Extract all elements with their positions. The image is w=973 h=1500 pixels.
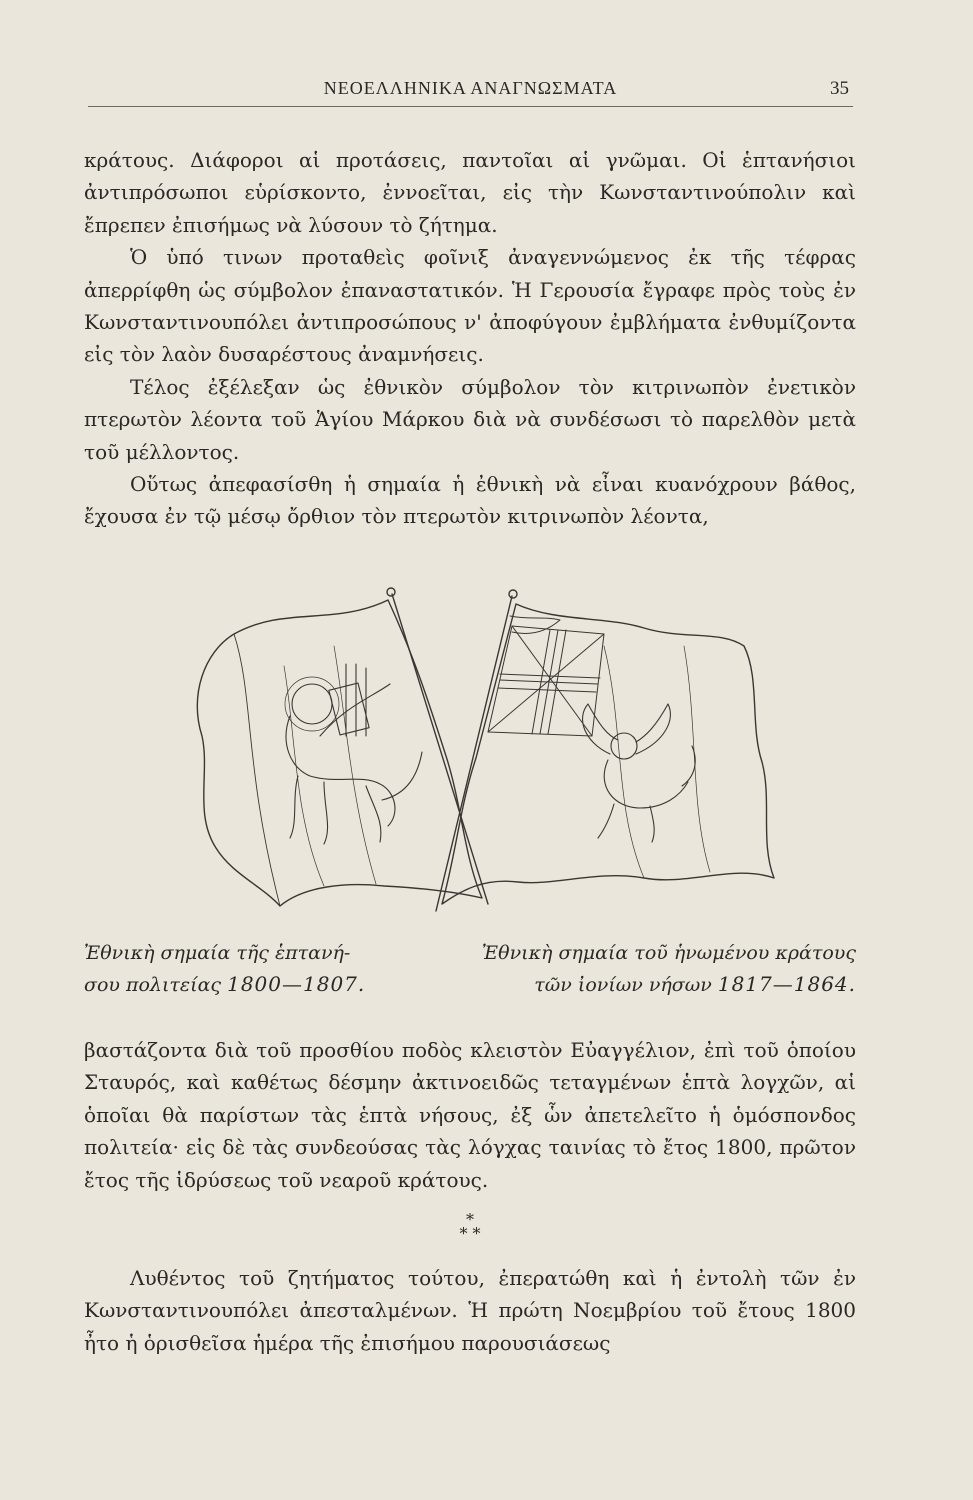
page-number: 35 [830,78,849,99]
paragraph-5: βαστάζοντα διὰ τοῦ προσθίου ποδὸς κλειστὸν Εὐαγγέλιον, ἐπὶ τοῦ ὁποίου Σταυρός, καὶ καθέτως δέσμην ἀκτινοειδῶς τεταγμένων ἑπτὰ λογχῶν, αἱ ὁποῖαι θὰ παρίστων τὰς ἑπτὰ νήσους, ἐξ ὧν ἀπετελεῖτο ἡ ὁμόσπονδος πολιτεία· εἰς δὲ τὰς συνδεούσας τὰς λόγχας ταινίας τὸ ἔτος 1800, πρῶτον ἔτος τῆς ἱδρύσεως τοῦ νεαροῦ κράτους. [84,1038,856,1192]
right-flag-staff [436,596,512,911]
paragraph-3: Τέλος ἐξέλεξαν ὡς ἐθνικὸν σύμβολον τὸν κιτρινωπὸν ἐνετικὸν πτερωτὸν λέοντα τοῦ Ἁγίου Μάρκου διὰ νὰ συνδέσωσι τὸ παρελθὸν μετὰ τοῦ μέλλοντος. [84,374,856,464]
winged-lion-left [285,664,422,844]
section-asterism [440,1210,500,1243]
paragraph-4: Οὕτως ἀπεφασίσθη ἡ σημαία ἡ ἐθνικὴ νὰ εἶναι κυανόχρουν βάθος, ἔχουσα ἐν τῷ μέσῳ ὄρθιον τὸν πτερωτὸν κιτρινωπὸν λέοντα, [84,472,856,529]
asterism-top: * [466,1210,474,1229]
caption-right-line2: τῶν ἰονίων νήσων [534,974,712,996]
running-head: ΝΕΟΕΛΛΗΝΙΚΑ ΑΝΑΓΝΩΣΜΑΤΑ [323,78,618,98]
asterism-bottom: * * [459,1224,481,1243]
body-text-top [84,144,856,533]
left-flag [197,600,482,906]
right-flag [442,604,774,904]
caption-right-years: 1817—1864. [717,972,856,996]
right-staff-finial [509,590,517,598]
crossed-flags-illustration [84,586,856,941]
winged-lion-right [583,704,696,842]
page-header [88,76,853,107]
caption-left-line2: σου πολιτείας [84,974,222,996]
paragraph-6: Λυθέντος τοῦ ζητήματος τούτου, ἐπερατώθη καὶ ἡ ἐντολὴ τῶν ἐν Κωνσταντινουπόλει ἀπεσταλμένων. Ἡ πρώτη Νοεμβρίου τοῦ ἔτους 1800 ἦτο ἡ ὁρισθεῖσα ἡμέρα τῆς ἐπισήμου παρουσιάσεως [84,1266,856,1355]
left-flag-staff [392,594,488,904]
body-text-after-figure [84,1034,856,1196]
caption-right-line1: Ἐθνικὴ σημαία τοῦ ἡνωμένου κράτους [481,942,856,964]
caption-left-line1: Ἐθνικὴ σημαία τῆς ἑπτανή- [84,942,351,964]
caption-left-years: 1800—1807. [227,972,366,996]
body-text-final [84,1262,856,1359]
flags-drawing [84,586,856,941]
caption-left [84,938,474,1001]
paragraph-1: κράτους. Διάφοροι αἱ προτάσεις, παντοῖαι αἱ γνῶμαι. Οἱ ἑπτανήσιοι ἀντιπρόσωποι εὑρίσκοντο, ἐννοεῖται, εἰς τὴν Κωνσταντινούπολιν καὶ ἔπρεπεν ἐπισήμως νὰ λύσουν τὸ ζήτημα. [84,148,856,237]
paragraph-2: Ὁ ὑπό τινων προταθεὶς φοῖνιξ ἀναγεννώμενος ἐκ τῆς τέφρας ἀπερρίφθη ὡς σύμβολον ἐπαναστατικόν. Ἡ Γερουσία ἔγραφε πρὸς τοὺς ἐν Κωνσταντινουπόλει ἀντιπροσώπους ν' ἀποφύγουν ἐμβλήματα ἐνθυμίζοντα εἰς τὸν λαὸν δυσαρέστους ἀναμνήσεις. [84,245,856,367]
caption-right [436,938,856,1001]
left-staff-finial [387,588,395,596]
